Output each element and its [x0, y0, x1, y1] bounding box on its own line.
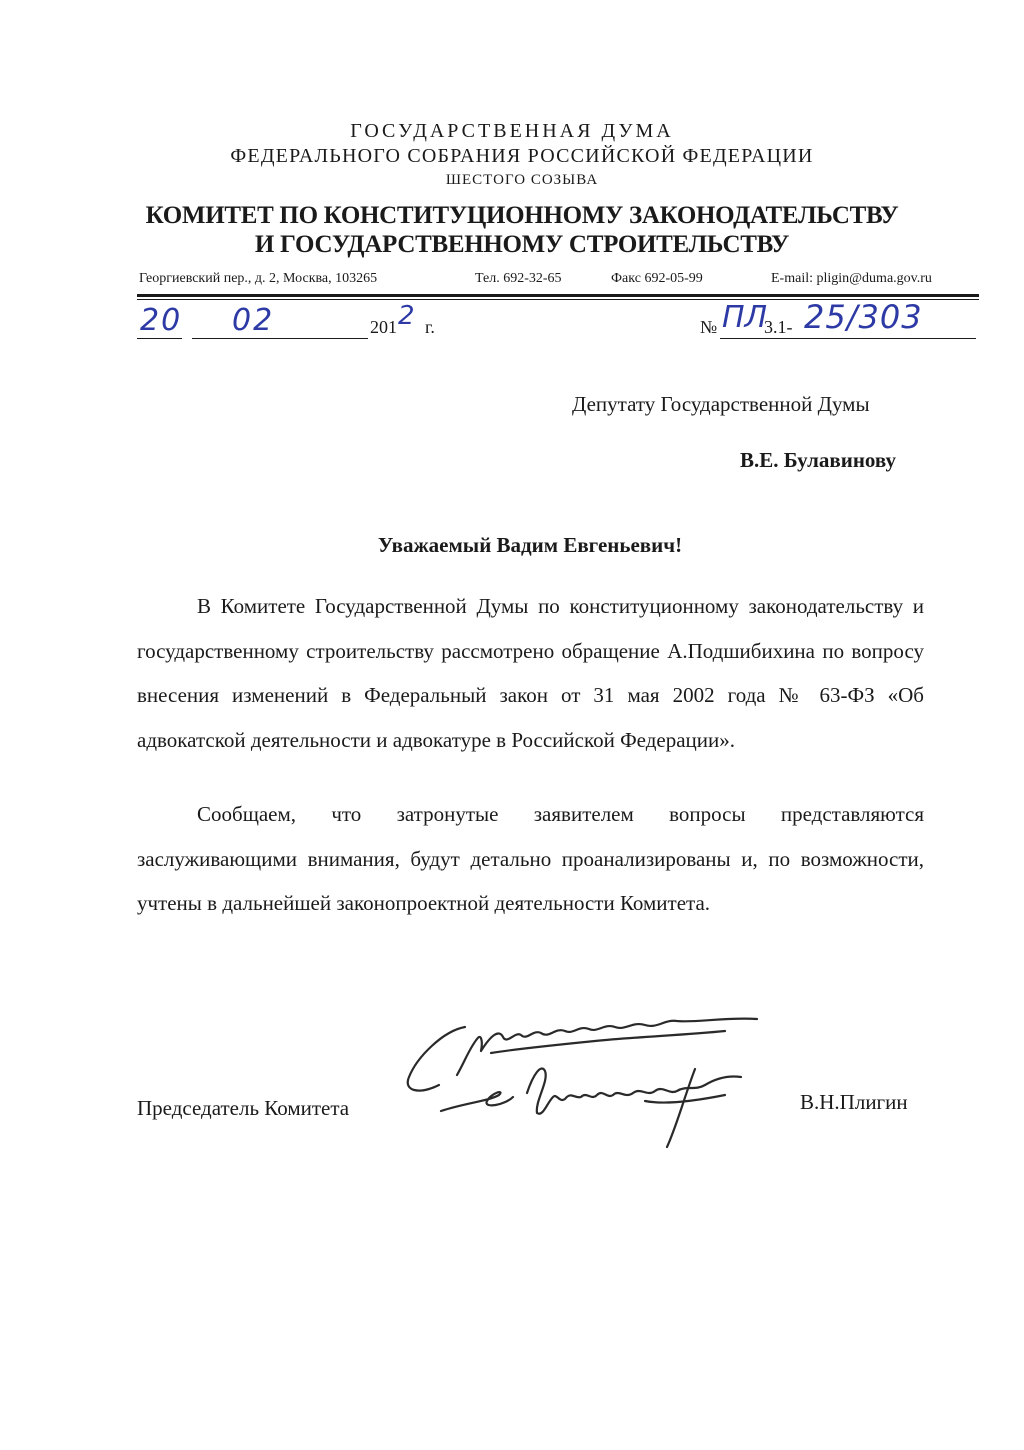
- date-year-handwritten: 2: [398, 301, 415, 331]
- date-month: 02: [232, 303, 275, 338]
- date-day: 20: [140, 303, 183, 338]
- date-day-line: [137, 338, 182, 339]
- contact-address: Георгиевский пер., д. 2, Москва, 103265: [139, 271, 378, 286]
- salutation: Уважаемый Вадим Евгеньевич!: [377, 533, 683, 557]
- signatory-name: В.Н.Плигин: [800, 1090, 908, 1114]
- header-committee-line1: КОМИТЕТ ПО КОНСТИТУЦИОННОМУ ЗАКОНОДАТЕЛЬСТВУ: [145, 202, 899, 229]
- contact-fax: Факс 692-05-99: [611, 271, 703, 286]
- number-handwritten-prefix: ПЛ: [722, 300, 768, 335]
- header-federal-assembly: ФЕДЕРАЛЬНОГО СОБРАНИЯ РОССИЙСКОЙ ФЕДЕРАЦИИ: [230, 145, 814, 167]
- addressee-position: Депутату Государственной Думы: [572, 392, 870, 416]
- paragraph-text: В Комитете Государственной Думы по конституционному законодательству и государственному строительству рассмотрено обращение А.Подшибихина по вопросу внесения изменений в Федеральный закон от 31 мая 2002 года № 63-ФЗ «Об адвокатской деятельности и адвокатуре в Российской Федерации».: [137, 594, 924, 752]
- contact-phone: Тел. 692-32-65: [475, 271, 562, 286]
- number-line: [720, 338, 976, 339]
- date-year-suffix: г.: [425, 317, 435, 337]
- number-sign: №: [700, 317, 718, 337]
- number-handwritten: 25/303: [804, 298, 923, 336]
- addressee-name: В.Е. Булавинову: [740, 448, 897, 472]
- contact-email: E-mail: pligin@duma.gov.ru: [771, 271, 932, 286]
- header-rule-thick: [137, 294, 979, 297]
- paragraph-text: Сообщаем, что затронутые заявителем вопросы представляются заслуживающими внимания, будут детально проанализированы и, по возможности, учтены в дальнейшей законопроектной деятельности Комитета.: [137, 802, 924, 915]
- date-month-line: [192, 338, 368, 339]
- contacts-line: [139, 271, 971, 291]
- body-paragraph-2: [137, 792, 924, 926]
- header-committee-line2: И ГОСУДАРСТВЕННОМУ СТРОИТЕЛЬСТВУ: [254, 231, 790, 258]
- header-duma: ГОСУДАРСТВЕННАЯ ДУМА: [350, 120, 674, 142]
- header-convocation: ШЕСТОГО СОЗЫВА: [445, 172, 599, 188]
- signatory-role: Председатель Комитета: [137, 1096, 350, 1120]
- body-paragraph-1: [137, 584, 924, 762]
- number-printed: 3.1-: [764, 317, 793, 337]
- date-year-printed: 201: [370, 317, 397, 337]
- handwritten-signature: [395, 1005, 775, 1155]
